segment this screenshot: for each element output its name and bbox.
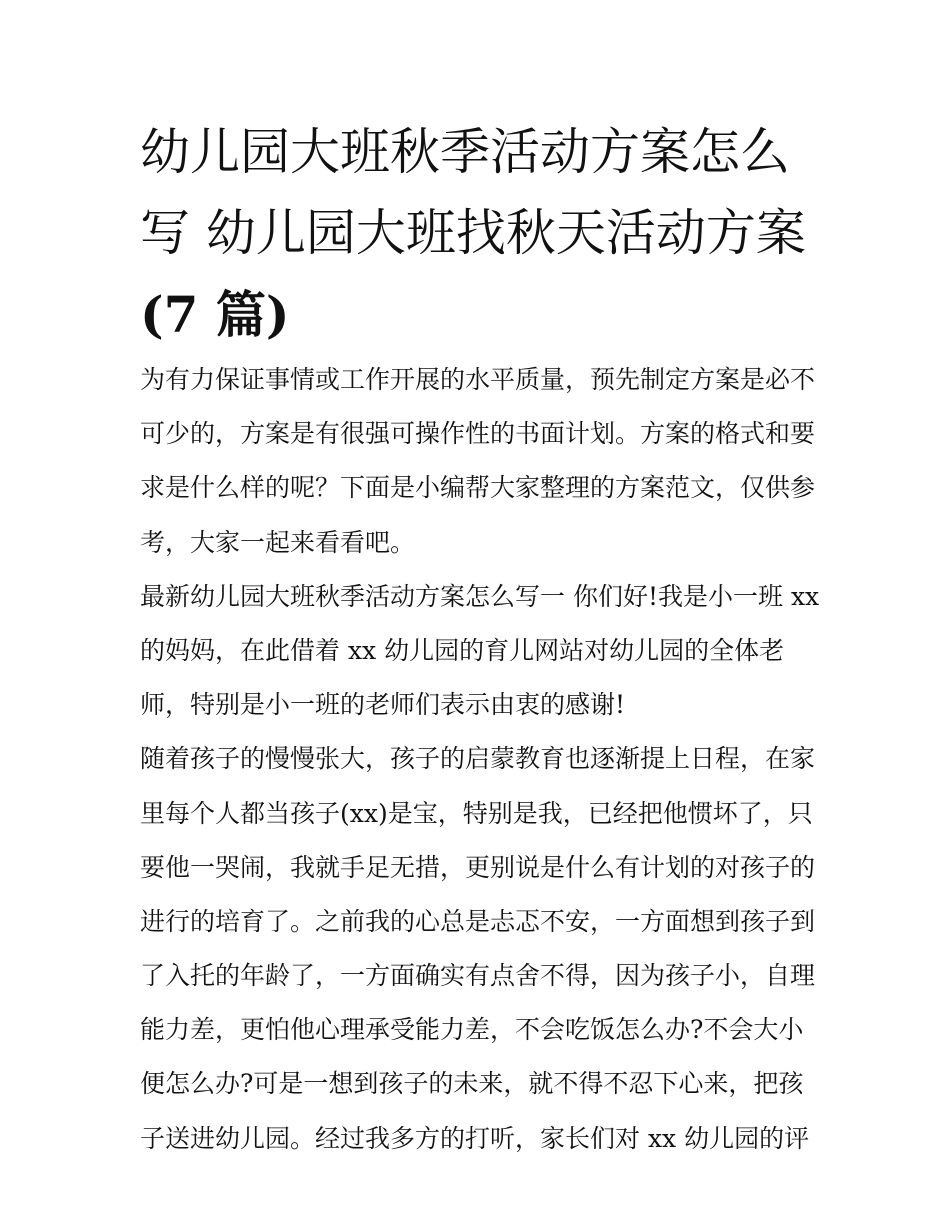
title-line-1: 幼儿园大班秋季活动方案怎么 [140,123,790,181]
body-line: 便怎么办?可是一想到孩子的未来，就不得不忍下心来，把孩 [140,1069,804,1099]
title-line-3: (7 篇) [140,285,290,344]
body-line: 了入托的年龄了，一方面确实有点舍不得，因为孩子小，自理 [140,961,816,991]
body-line: 里每个人都当孩子(xx)是宝，特别是我，已经把他惯坏了，只 [140,798,813,828]
body-line: 要他一哭闹，我就手足无措，更别说是什么有计划的对孩子的 [140,852,816,882]
body-line: 进行的培育了。之前我的心总是忐忑不安，一方面想到孩子到 [140,906,816,936]
title-line-2: 写 幼儿园大班找秋天活动方案 [140,204,806,262]
body-line: 的妈妈，在此借着 xx 幼儿园的育儿网站对幼儿园的全体老 [140,635,785,665]
document-body [140,358,830,1171]
document-title [140,112,820,355]
body-line: 为有力保证事情或工作开展的水平质量，预先制定方案是必不 [140,365,816,394]
body-line: 师，特别是小一班的老师们表示由衷的感谢! [140,690,626,720]
body-line: 能力差，更怕他心理承受能力差，不会吃饭怎么办?不会大小 [140,1015,804,1045]
body-line: 最新幼儿园大班秋季活动方案怎么写一 你们好!我是小一班 xx [140,581,820,611]
body-line: 子送进幼儿园。经过我多方的打听，家长们对 xx 幼儿园的评 [140,1123,810,1153]
body-line: 考，大家一起来看看吧。 [140,527,416,557]
body-line: 随着孩子的慢慢张大，孩子的启蒙教育也逐渐提上日程，在家 [140,744,816,774]
body-line: 求是什么样的呢？下面是小编帮大家整理的方案范文，仅供参 [140,473,816,503]
body-line: 可少的，方案是有很强可操作性的书面计划。方案的格式和要 [140,419,816,449]
